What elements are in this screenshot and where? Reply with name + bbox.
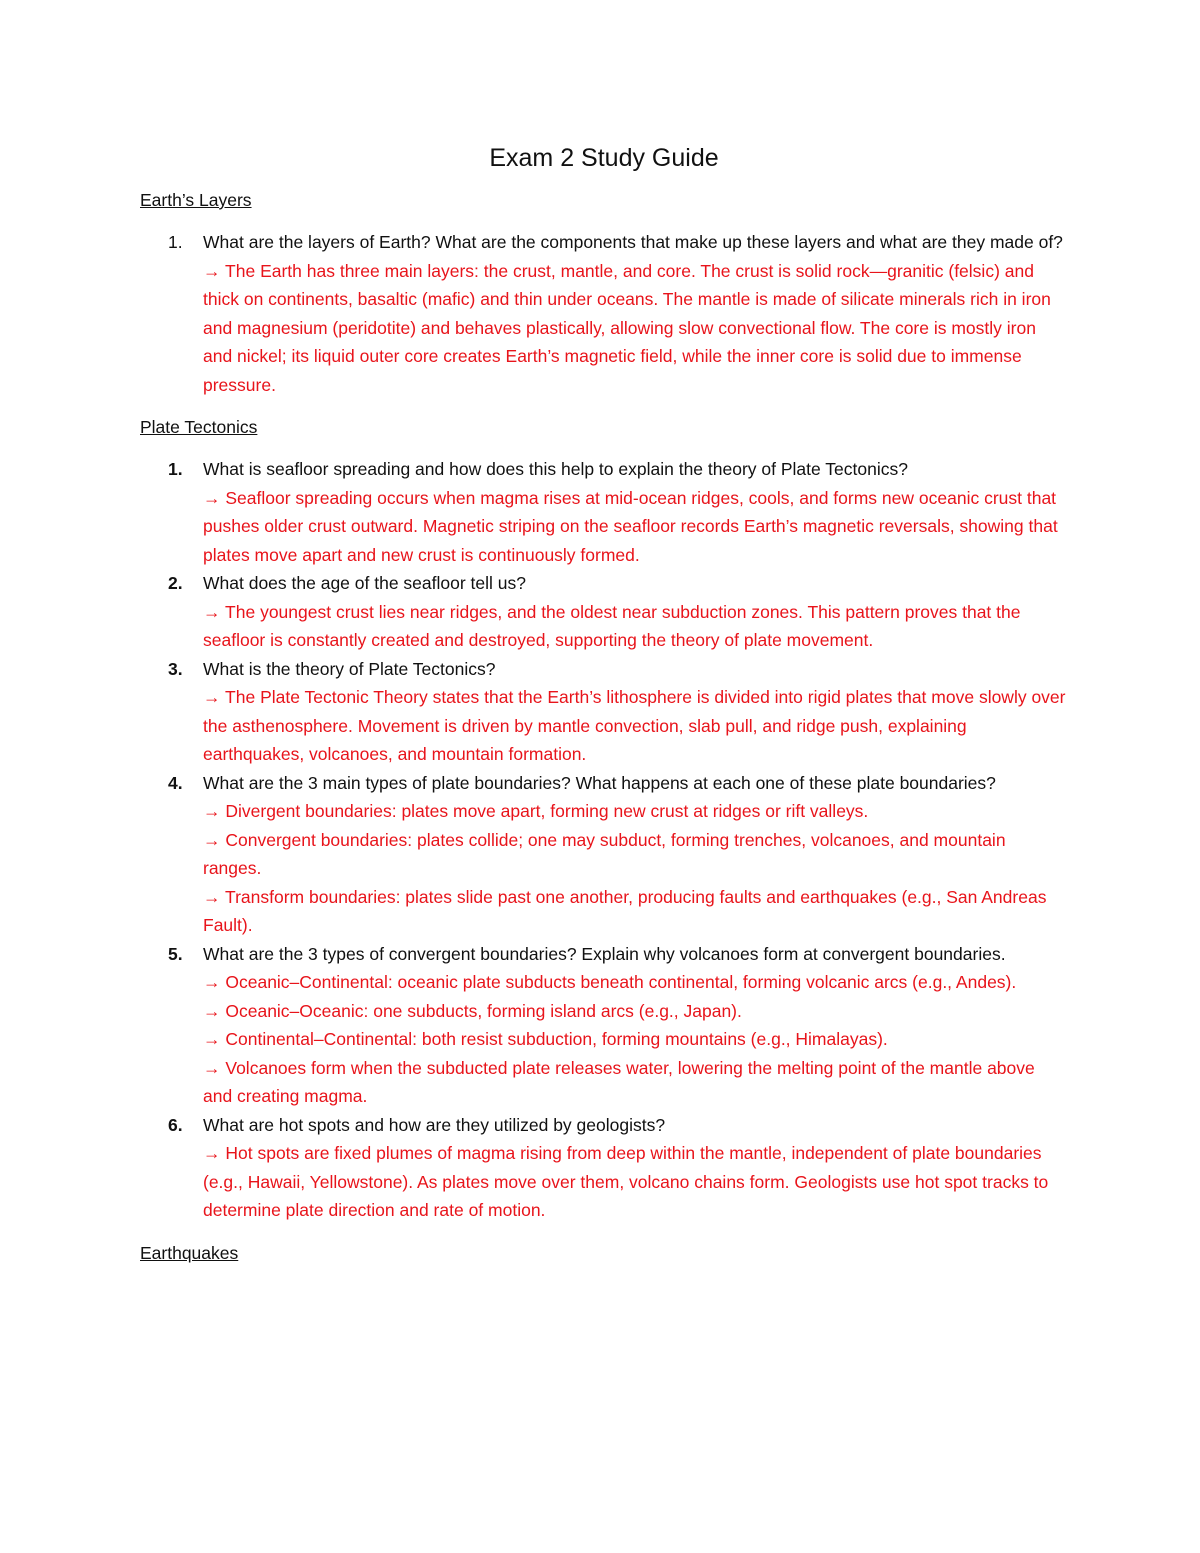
answer-text: → Oceanic–Continental: oceanic plate subducts beneath continental, forming volcanic arcs (e.g., Andes). <box>203 972 1017 992</box>
question-text: What are the layers of Earth? What are the components that make up these layers and what are they made of? <box>203 232 1063 252</box>
question-list <box>140 228 1068 399</box>
question-number: 2. <box>168 573 183 593</box>
section-heading: Plate Tectonics <box>140 417 258 437</box>
question-number: 5. <box>168 943 183 964</box>
answer-text: → Convergent boundaries: plates collide; one may subduct, forming trenches, volcanoes, and mountain ranges. <box>203 829 1006 878</box>
question-text: What is seafloor spreading and how does this help to explain the theory of Plate Tectonics? <box>203 459 908 479</box>
question-number: 6. <box>168 1114 183 1135</box>
question-number: 4. <box>168 772 183 793</box>
answer-text: → Continental–Continental: both resist subduction, forming mountains (e.g., Himalayas). <box>203 1029 888 1049</box>
answer-text: → Oceanic–Oceanic: one subducts, forming island arcs (e.g., Japan). <box>203 1000 742 1021</box>
answer-text: → The youngest crust lies near ridges, and the oldest near subduction zones. This pattern proves that the seafloor is constantly created and destroyed, supporting the theory of plate movement. <box>203 601 1021 650</box>
answer-text: → Transform boundaries: plates slide past one another, producing faults and earthquakes (e.g., San Andreas Fault). <box>203 886 1047 935</box>
question-text: What are the 3 main types of plate boundaries? What happens at each one of these plate boundaries? <box>203 772 996 793</box>
question-item <box>140 940 1068 1111</box>
answer-text: → Volcanoes form when the subducted plate releases water, lowering the melting point of the mantle above and creating magma. <box>203 1057 1035 1106</box>
document-title: Exam 2 Study Guide <box>489 144 719 172</box>
question-item <box>140 1111 1068 1225</box>
answer-text: → Hot spots are fixed plumes of magma rising from deep within the mantle, independent of plate boundaries (e.g., Hawaii, Yellowstone). As plates move over them, volcano chains form. Geologists use hot spot tracks to determine plate direction and rate of motion. <box>203 1143 1049 1220</box>
question-item <box>140 455 1068 569</box>
question-number: 3. <box>168 658 183 679</box>
question-item <box>140 228 1068 399</box>
section-heading: Earth’s Layers <box>140 190 252 210</box>
question-list <box>140 455 1068 1225</box>
document-body <box>140 186 1068 1267</box>
question-item <box>140 569 1068 655</box>
question-number: 1. <box>168 232 183 252</box>
question-text: What are hot spots and how are they utilized by geologists? <box>203 1114 666 1135</box>
question-text: What does the age of the seafloor tell us? <box>203 573 526 593</box>
section-heading: Earthquakes <box>140 1242 239 1263</box>
question-number: 1. <box>168 459 183 479</box>
question-item <box>140 769 1068 940</box>
answer-text: → The Earth has three main layers: the crust, mantle, and core. The crust is solid rock—granitic (felsic) and thick on continents, basaltic (mafic) and thin under oceans. The mantle is made of silicate minerals rich in iron and magnesium (peridotite) and behaves plastically, allowing slow convectional flow. The core is mostly iron and nickel; its liquid outer core creates Earth’s magnetic field, while the inner core is solid due to immense pressure. <box>203 260 1051 395</box>
question-text: What are the 3 types of convergent boundaries? Explain why volcanoes form at convergent boundaries. <box>203 943 1006 964</box>
answer-text: → Divergent boundaries: plates move apart, forming new crust at ridges or rift valleys. <box>203 801 869 821</box>
answer-text: → The Plate Tectonic Theory states that the Earth’s lithosphere is divided into rigid plates that move slowly over the asthenosphere. Movement is driven by mantle convection, slab pull, and ridge push, explaining earthquakes, volcanoes, and mountain formation. <box>203 687 1066 764</box>
question-text: What is the theory of Plate Tectonics? <box>203 658 496 679</box>
question-item <box>140 655 1068 769</box>
answer-text: → Seafloor spreading occurs when magma rises at mid-ocean ridges, cools, and forms new oceanic crust that pushes older crust outward. Magnetic striping on the seafloor records Earth’s magnetic reversals, showing that plates move apart and new crust is continuously formed. <box>203 487 1058 565</box>
